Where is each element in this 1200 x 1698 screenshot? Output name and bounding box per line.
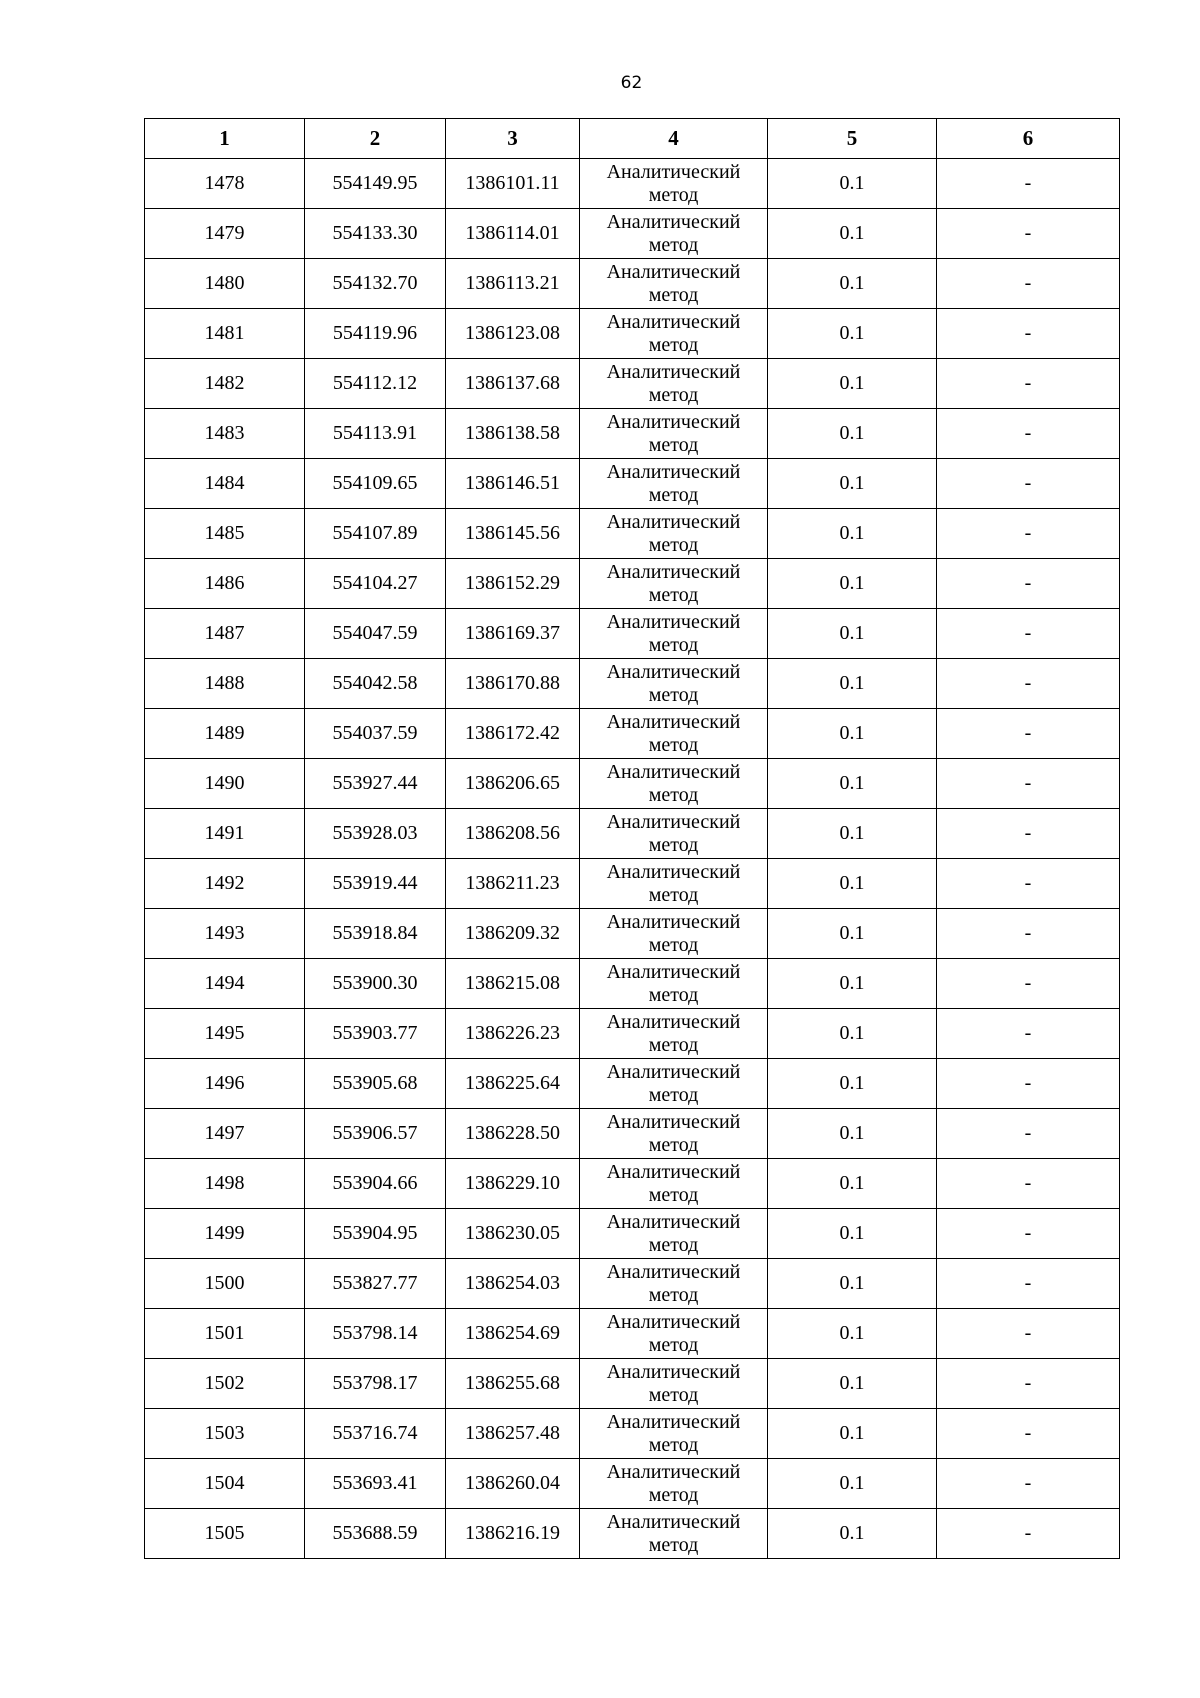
method-label-line1: Аналитический — [606, 460, 741, 483]
note-cell: - — [937, 859, 1120, 909]
method-label-line2: метод — [648, 283, 699, 306]
method-label-line2: метод — [648, 1083, 699, 1106]
column-header: 1 — [145, 119, 305, 159]
accuracy-cell: 0.1 — [768, 1109, 937, 1159]
table-body — [145, 159, 1120, 1559]
note-cell: - — [937, 909, 1120, 959]
method-label-line2: метод — [648, 633, 699, 656]
table-row — [145, 259, 1120, 309]
method-cell — [580, 759, 768, 809]
method-cell — [580, 509, 768, 559]
method-cell — [580, 859, 768, 909]
method-label-line2: метод — [648, 1133, 699, 1156]
y-coordinate-cell: 1386138.58 — [446, 409, 580, 459]
point-number-cell: 1490 — [145, 759, 305, 809]
table-row — [145, 1059, 1120, 1109]
method-label-line1: Аналитический — [606, 510, 741, 533]
method-cell — [580, 359, 768, 409]
method-label-line1: Аналитический — [606, 1010, 741, 1033]
accuracy-cell: 0.1 — [768, 1509, 937, 1559]
accuracy-cell: 0.1 — [768, 659, 937, 709]
method-label-line1: Аналитический — [606, 1410, 741, 1433]
x-coordinate-cell: 554042.58 — [305, 659, 446, 709]
method-label-line1: Аналитический — [606, 1310, 741, 1333]
method-label-line1: Аналитический — [606, 160, 741, 183]
point-number-cell: 1491 — [145, 809, 305, 859]
table-row — [145, 1509, 1120, 1559]
method-label-line2: метод — [648, 183, 699, 206]
accuracy-cell: 0.1 — [768, 1359, 937, 1409]
y-coordinate-cell: 1386123.08 — [446, 309, 580, 359]
y-coordinate-cell: 1386255.68 — [446, 1359, 580, 1409]
x-coordinate-cell: 553905.68 — [305, 1059, 446, 1109]
note-cell: - — [937, 1059, 1120, 1109]
accuracy-cell: 0.1 — [768, 759, 937, 809]
method-cell — [580, 609, 768, 659]
table-row — [145, 1109, 1120, 1159]
point-number-cell: 1483 — [145, 409, 305, 459]
accuracy-cell: 0.1 — [768, 1059, 937, 1109]
method-cell — [580, 259, 768, 309]
y-coordinate-cell: 1386170.88 — [446, 659, 580, 709]
x-coordinate-cell: 554133.30 — [305, 209, 446, 259]
note-cell: - — [937, 809, 1120, 859]
method-label-line2: метод — [648, 1533, 699, 1556]
accuracy-cell: 0.1 — [768, 1259, 937, 1309]
point-number-cell: 1498 — [145, 1159, 305, 1209]
method-cell — [580, 1509, 768, 1559]
note-cell: - — [937, 1209, 1120, 1259]
y-coordinate-cell: 1386209.32 — [446, 909, 580, 959]
method-label-line2: метод — [648, 1383, 699, 1406]
y-coordinate-cell: 1386114.01 — [446, 209, 580, 259]
accuracy-cell: 0.1 — [768, 859, 937, 909]
note-cell: - — [937, 209, 1120, 259]
method-label-line1: Аналитический — [606, 360, 741, 383]
accuracy-cell: 0.1 — [768, 409, 937, 459]
point-number-cell: 1484 — [145, 459, 305, 509]
note-cell: - — [937, 559, 1120, 609]
accuracy-cell: 0.1 — [768, 1209, 937, 1259]
table-row — [145, 1359, 1120, 1409]
accuracy-cell: 0.1 — [768, 359, 937, 409]
method-label-line2: метод — [648, 383, 699, 406]
x-coordinate-cell: 554047.59 — [305, 609, 446, 659]
method-label-line1: Аналитический — [606, 310, 741, 333]
method-label-line2: метод — [648, 583, 699, 606]
x-coordinate-cell: 553716.74 — [305, 1409, 446, 1459]
y-coordinate-cell: 1386216.19 — [446, 1509, 580, 1559]
method-label-line2: метод — [648, 1033, 699, 1056]
accuracy-cell: 0.1 — [768, 609, 937, 659]
method-label-line1: Аналитический — [606, 1360, 741, 1383]
accuracy-cell: 0.1 — [768, 259, 937, 309]
method-label-line2: метод — [648, 1183, 699, 1206]
method-cell — [580, 959, 768, 1009]
method-label-line2: метод — [648, 983, 699, 1006]
point-number-cell: 1485 — [145, 509, 305, 559]
accuracy-cell: 0.1 — [768, 809, 937, 859]
point-number-cell: 1489 — [145, 709, 305, 759]
table-row — [145, 1309, 1120, 1359]
table-row — [145, 209, 1120, 259]
point-number-cell: 1494 — [145, 959, 305, 1009]
table-row — [145, 509, 1120, 559]
table-row — [145, 959, 1120, 1009]
x-coordinate-cell: 553798.17 — [305, 1359, 446, 1409]
accuracy-cell: 0.1 — [768, 909, 937, 959]
x-coordinate-cell: 553904.95 — [305, 1209, 446, 1259]
method-label-line1: Аналитический — [606, 410, 741, 433]
accuracy-cell: 0.1 — [768, 209, 937, 259]
point-number-cell: 1499 — [145, 1209, 305, 1259]
method-label-line2: метод — [648, 933, 699, 956]
y-coordinate-cell: 1386211.23 — [446, 859, 580, 909]
table-row — [145, 409, 1120, 459]
point-number-cell: 1496 — [145, 1059, 305, 1109]
page-number: 62 — [620, 73, 643, 93]
x-coordinate-cell: 553900.30 — [305, 959, 446, 1009]
x-coordinate-cell: 553904.66 — [305, 1159, 446, 1209]
y-coordinate-cell: 1386172.42 — [446, 709, 580, 759]
method-label-line1: Аналитический — [606, 1260, 741, 1283]
accuracy-cell: 0.1 — [768, 1159, 937, 1209]
method-label-line1: Аналитический — [606, 210, 741, 233]
method-label-line1: Аналитический — [606, 810, 741, 833]
note-cell: - — [937, 1109, 1120, 1159]
y-coordinate-cell: 1386101.11 — [446, 159, 580, 209]
x-coordinate-cell: 553827.77 — [305, 1259, 446, 1309]
table-row — [145, 359, 1120, 409]
table-row — [145, 159, 1120, 209]
method-label-line1: Аналитический — [606, 1510, 741, 1533]
x-coordinate-cell: 553906.57 — [305, 1109, 446, 1159]
method-label-line1: Аналитический — [606, 1060, 741, 1083]
note-cell: - — [937, 1459, 1120, 1509]
method-cell — [580, 309, 768, 359]
point-number-cell: 1500 — [145, 1259, 305, 1309]
point-number-cell: 1486 — [145, 559, 305, 609]
note-cell: - — [937, 1359, 1120, 1409]
method-label-line2: метод — [648, 883, 699, 906]
column-header: 6 — [937, 119, 1120, 159]
method-label-line2: метод — [648, 483, 699, 506]
method-cell — [580, 1059, 768, 1109]
method-label-line1: Аналитический — [606, 1460, 741, 1483]
y-coordinate-cell: 1386146.51 — [446, 459, 580, 509]
y-coordinate-cell: 1386145.56 — [446, 509, 580, 559]
method-label-line2: метод — [648, 1233, 699, 1256]
x-coordinate-cell: 554119.96 — [305, 309, 446, 359]
note-cell: - — [937, 659, 1120, 709]
method-cell — [580, 1359, 768, 1409]
x-coordinate-cell: 554149.95 — [305, 159, 446, 209]
method-label-line2: метод — [648, 1433, 699, 1456]
note-cell: - — [937, 159, 1120, 209]
table-row — [145, 609, 1120, 659]
table-row — [145, 1459, 1120, 1509]
method-cell — [580, 409, 768, 459]
method-label-line1: Аналитический — [606, 660, 741, 683]
note-cell: - — [937, 1009, 1120, 1059]
table-row — [145, 1209, 1120, 1259]
method-cell — [580, 1109, 768, 1159]
x-coordinate-cell: 553928.03 — [305, 809, 446, 859]
method-cell — [580, 1259, 768, 1309]
table-row — [145, 709, 1120, 759]
y-coordinate-cell: 1386113.21 — [446, 259, 580, 309]
method-label-line2: метод — [648, 733, 699, 756]
method-label-line1: Аналитический — [606, 860, 741, 883]
table-row — [145, 1009, 1120, 1059]
x-coordinate-cell: 553918.84 — [305, 909, 446, 959]
table-row — [145, 759, 1120, 809]
method-cell — [580, 1209, 768, 1259]
point-number-cell: 1502 — [145, 1359, 305, 1409]
note-cell: - — [937, 609, 1120, 659]
table-row — [145, 809, 1120, 859]
accuracy-cell: 0.1 — [768, 559, 937, 609]
y-coordinate-cell: 1386260.04 — [446, 1459, 580, 1509]
point-number-cell: 1480 — [145, 259, 305, 309]
method-cell — [580, 1459, 768, 1509]
x-coordinate-cell: 553693.41 — [305, 1459, 446, 1509]
method-label-line2: метод — [648, 783, 699, 806]
note-cell: - — [937, 309, 1120, 359]
y-coordinate-cell: 1386226.23 — [446, 1009, 580, 1059]
point-number-cell: 1503 — [145, 1409, 305, 1459]
point-number-cell: 1488 — [145, 659, 305, 709]
note-cell: - — [937, 359, 1120, 409]
method-label-line1: Аналитический — [606, 610, 741, 633]
column-header: 2 — [305, 119, 446, 159]
table-row — [145, 309, 1120, 359]
y-coordinate-cell: 1386208.56 — [446, 809, 580, 859]
table-row — [145, 659, 1120, 709]
y-coordinate-cell: 1386254.03 — [446, 1259, 580, 1309]
method-cell — [580, 1409, 768, 1459]
point-number-cell: 1487 — [145, 609, 305, 659]
method-label-line1: Аналитический — [606, 260, 741, 283]
point-number-cell: 1501 — [145, 1309, 305, 1359]
y-coordinate-cell: 1386225.64 — [446, 1059, 580, 1109]
accuracy-cell: 0.1 — [768, 709, 937, 759]
method-cell — [580, 909, 768, 959]
y-coordinate-cell: 1386206.65 — [446, 759, 580, 809]
method-label-line1: Аналитический — [606, 560, 741, 583]
method-cell — [580, 709, 768, 759]
accuracy-cell: 0.1 — [768, 509, 937, 559]
note-cell: - — [937, 1259, 1120, 1309]
method-label-line2: метод — [648, 1483, 699, 1506]
y-coordinate-cell: 1386169.37 — [446, 609, 580, 659]
x-coordinate-cell: 553688.59 — [305, 1509, 446, 1559]
point-number-cell: 1481 — [145, 309, 305, 359]
accuracy-cell: 0.1 — [768, 1309, 937, 1359]
table-row — [145, 859, 1120, 909]
method-label-line2: метод — [648, 833, 699, 856]
note-cell: - — [937, 1509, 1120, 1559]
x-coordinate-cell: 554037.59 — [305, 709, 446, 759]
point-number-cell: 1495 — [145, 1009, 305, 1059]
y-coordinate-cell: 1386257.48 — [446, 1409, 580, 1459]
method-label-line2: метод — [648, 1333, 699, 1356]
note-cell: - — [937, 459, 1120, 509]
method-label-line1: Аналитический — [606, 960, 741, 983]
method-cell — [580, 209, 768, 259]
note-cell: - — [937, 709, 1120, 759]
method-label-line1: Аналитический — [606, 760, 741, 783]
method-label-line2: метод — [648, 683, 699, 706]
point-number-cell: 1505 — [145, 1509, 305, 1559]
accuracy-cell: 0.1 — [768, 1009, 937, 1059]
method-cell — [580, 1309, 768, 1359]
x-coordinate-cell: 554107.89 — [305, 509, 446, 559]
accuracy-cell: 0.1 — [768, 459, 937, 509]
point-number-cell: 1504 — [145, 1459, 305, 1509]
point-number-cell: 1479 — [145, 209, 305, 259]
point-number-cell: 1497 — [145, 1109, 305, 1159]
column-header: 5 — [768, 119, 937, 159]
x-coordinate-cell: 554112.12 — [305, 359, 446, 409]
x-coordinate-cell: 553919.44 — [305, 859, 446, 909]
method-label-line1: Аналитический — [606, 1110, 741, 1133]
method-cell — [580, 809, 768, 859]
accuracy-cell: 0.1 — [768, 1409, 937, 1459]
note-cell: - — [937, 1159, 1120, 1209]
table-row — [145, 1259, 1120, 1309]
column-header: 3 — [446, 119, 580, 159]
method-label-line2: метод — [648, 1283, 699, 1306]
point-number-cell: 1492 — [145, 859, 305, 909]
note-cell: - — [937, 509, 1120, 559]
method-label-line1: Аналитический — [606, 1160, 741, 1183]
table-header-row — [145, 119, 1120, 159]
x-coordinate-cell: 553927.44 — [305, 759, 446, 809]
y-coordinate-cell: 1386137.68 — [446, 359, 580, 409]
method-cell — [580, 159, 768, 209]
accuracy-cell: 0.1 — [768, 1459, 937, 1509]
point-number-cell: 1482 — [145, 359, 305, 409]
table-row — [145, 459, 1120, 509]
method-cell — [580, 559, 768, 609]
coordinates-table — [144, 118, 1120, 1559]
y-coordinate-cell: 1386152.29 — [446, 559, 580, 609]
method-label-line1: Аналитический — [606, 710, 741, 733]
x-coordinate-cell: 554113.91 — [305, 409, 446, 459]
point-number-cell: 1493 — [145, 909, 305, 959]
y-coordinate-cell: 1386254.69 — [446, 1309, 580, 1359]
point-number-cell: 1478 — [145, 159, 305, 209]
x-coordinate-cell: 554104.27 — [305, 559, 446, 609]
table-row — [145, 909, 1120, 959]
note-cell: - — [937, 1409, 1120, 1459]
table-row — [145, 1159, 1120, 1209]
x-coordinate-cell: 553798.14 — [305, 1309, 446, 1359]
accuracy-cell: 0.1 — [768, 959, 937, 1009]
table-row — [145, 559, 1120, 609]
note-cell: - — [937, 259, 1120, 309]
accuracy-cell: 0.1 — [768, 309, 937, 359]
x-coordinate-cell: 553903.77 — [305, 1009, 446, 1059]
method-label-line1: Аналитический — [606, 910, 741, 933]
y-coordinate-cell: 1386229.10 — [446, 1159, 580, 1209]
method-label-line2: метод — [648, 533, 699, 556]
y-coordinate-cell: 1386230.05 — [446, 1209, 580, 1259]
method-label-line1: Аналитический — [606, 1210, 741, 1233]
method-cell — [580, 1009, 768, 1059]
method-label-line2: метод — [648, 233, 699, 256]
y-coordinate-cell: 1386215.08 — [446, 959, 580, 1009]
column-header: 4 — [580, 119, 768, 159]
accuracy-cell: 0.1 — [768, 159, 937, 209]
note-cell: - — [937, 959, 1120, 1009]
table-row — [145, 1409, 1120, 1459]
y-coordinate-cell: 1386228.50 — [446, 1109, 580, 1159]
method-cell — [580, 459, 768, 509]
note-cell: - — [937, 759, 1120, 809]
note-cell: - — [937, 1309, 1120, 1359]
method-cell — [580, 659, 768, 709]
x-coordinate-cell: 554132.70 — [305, 259, 446, 309]
method-cell — [580, 1159, 768, 1209]
note-cell: - — [937, 409, 1120, 459]
method-label-line2: метод — [648, 433, 699, 456]
method-label-line2: метод — [648, 333, 699, 356]
x-coordinate-cell: 554109.65 — [305, 459, 446, 509]
